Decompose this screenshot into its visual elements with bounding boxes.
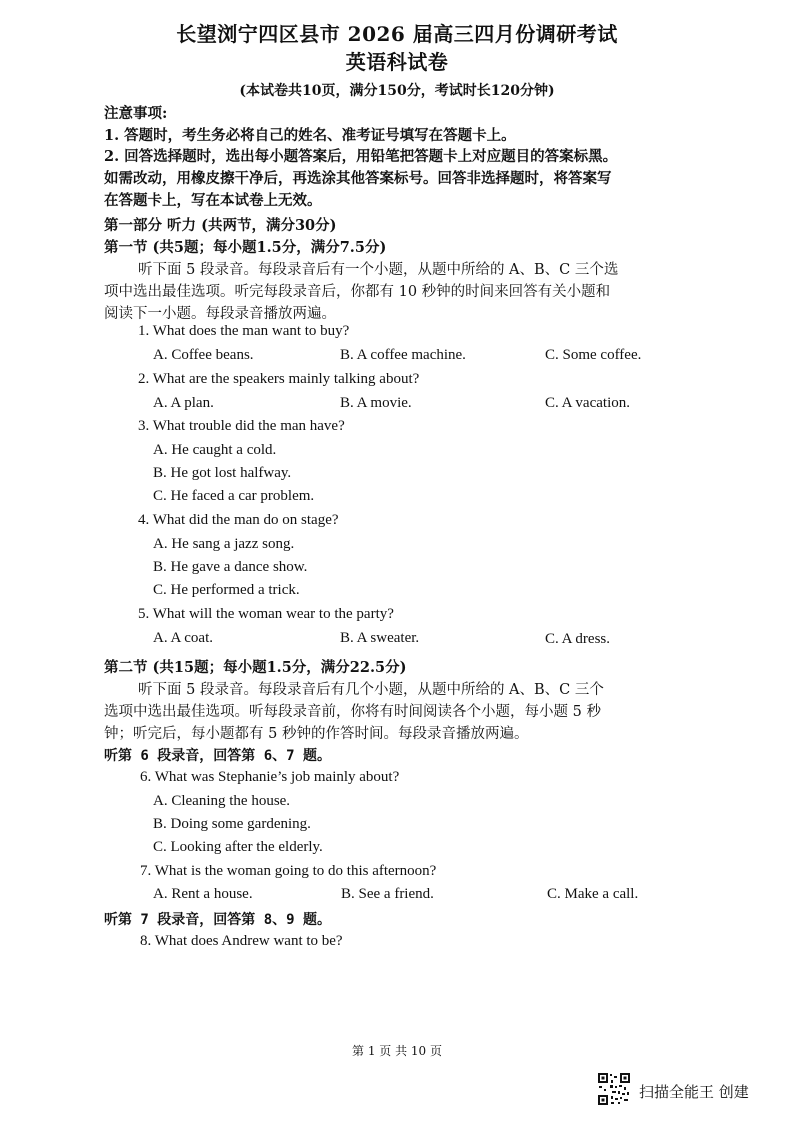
notes-item2-line2: 如需改动，用橡皮擦干净后，再选涂其他答案标号。回答非选择题时，将答案写 (104, 170, 612, 187)
question-6-option-b: B. Doing some gardening. (153, 816, 311, 832)
question-1-option-c: C. Some coffee. (545, 347, 642, 363)
question-4-option-c: C. He performed a trick. (153, 582, 300, 598)
question-7-option-a: A. Rent a house. (153, 886, 253, 902)
question-1-option-a: A. Coffee beans. (153, 347, 254, 363)
section1-instr-line1: 听下面 5 段录音。每段录音后有一个小题，从题中所给的 A、B、C 三个选 (138, 262, 619, 278)
section2-instr-line3: 钟；听完后，每小题都有 5 秒钟的作答时间。每段录音播放两遍。 (104, 726, 529, 742)
section1-instr-line3: 阅读下一小题。每段录音播放两遍。 (104, 306, 336, 322)
question-3-option-b: B. He got lost halfway. (153, 465, 292, 481)
notes-item2-line3: 在答题卡上，写在本试卷上无效。 (104, 192, 322, 209)
question-1-stem: 1. What does the man want to buy? (138, 323, 350, 339)
question-7-option-c: C. Make a call. (547, 886, 639, 902)
question-5-option-c: C. A dress. (545, 631, 611, 647)
question-7-stem: 7. What is the woman going to do this afternoon? (140, 863, 437, 879)
group6-instruction: 听第 6 段录音，回答第 6、7 题。 (104, 748, 332, 764)
section2-instr-line1: 听下面 5 段录音。每段录音后有几个小题，从题中所给的 A、B、C 三个 (138, 682, 604, 698)
question-4-stem: 4. What did the man do on stage? (138, 512, 339, 528)
question-6-stem: 6. What was Stephanie’s job mainly about? (140, 769, 400, 785)
section2-instr-line2: 选项中选出最佳选项。听每段录音前，你将有时间阅读各个小题，每小题 5 秒 (104, 704, 601, 720)
section1-heading: 第一节 (共5题；每小题1.5分，满分7.5分) (104, 239, 387, 256)
question-3-option-a: A. He caught a cold. (153, 442, 277, 458)
question-3-option-c: C. He faced a car problem. (153, 488, 315, 504)
notes-heading: 注意事项: (104, 105, 168, 122)
part1-heading: 第一部分 听力 (共两节，满分30分) (104, 217, 337, 234)
question-5-stem: 5. What will the woman wear to the party? (138, 606, 394, 622)
question-6-option-c: C. Looking after the elderly. (153, 839, 323, 855)
group7-instruction: 听第 7 段录音，回答第 8、9 题。 (104, 912, 332, 928)
notes-item1: 1. 答题时，考生务必将自己的姓名、准考证号填写在答题卡上。 (104, 127, 516, 144)
question-2-option-b: B. A movie. (340, 395, 412, 411)
exam-title-line2: 英语科试卷 (345, 50, 449, 74)
question-4-option-a: A. He sang a jazz song. (153, 536, 295, 552)
page-number: 第 1 页 共 10 页 (352, 1044, 442, 1058)
question-5-option-a: A. A coat. (153, 630, 213, 646)
question-2-option-c: C. A vacation. (545, 395, 630, 411)
question-8-stem: 8. What does Andrew want to be? (140, 933, 343, 949)
question-2-stem: 2. What are the speakers mainly talking about? (138, 371, 420, 387)
exam-info: (本试卷共10页，满分150分，考试时长120分钟) (239, 83, 555, 99)
section2-heading: 第二节 (共15题；每小题1.5分，满分22.5分) (104, 659, 407, 676)
question-6-option-a: A. Cleaning the house. (153, 793, 291, 809)
section1-instr-line2: 项中选出最佳选项。听完每段录音后，你都有 10 秒钟的时间来回答有关小题和 (104, 284, 611, 300)
question-1-option-b: B. A coffee machine. (340, 347, 466, 363)
notes-item2-line1: 2. 回答选择题时，选出每小题答案后，用铅笔把答题卡上对应题目的答案标黑。 (104, 148, 618, 165)
question-3-stem: 3. What trouble did the man have? (138, 418, 345, 434)
question-2-option-a: A. A plan. (153, 395, 214, 411)
qr-code-icon (597, 1072, 631, 1110)
question-5-option-b: B. A sweater. (340, 630, 420, 646)
question-4-option-b: B. He gave a dance show. (153, 559, 308, 575)
exam-title-line1: 长望浏宁四区县市 2026 届高三四月份调研考试 (176, 22, 618, 46)
scanner-watermark: 扫描全能王 创建 (639, 1083, 749, 1101)
question-7-option-b: B. See a friend. (341, 886, 434, 902)
